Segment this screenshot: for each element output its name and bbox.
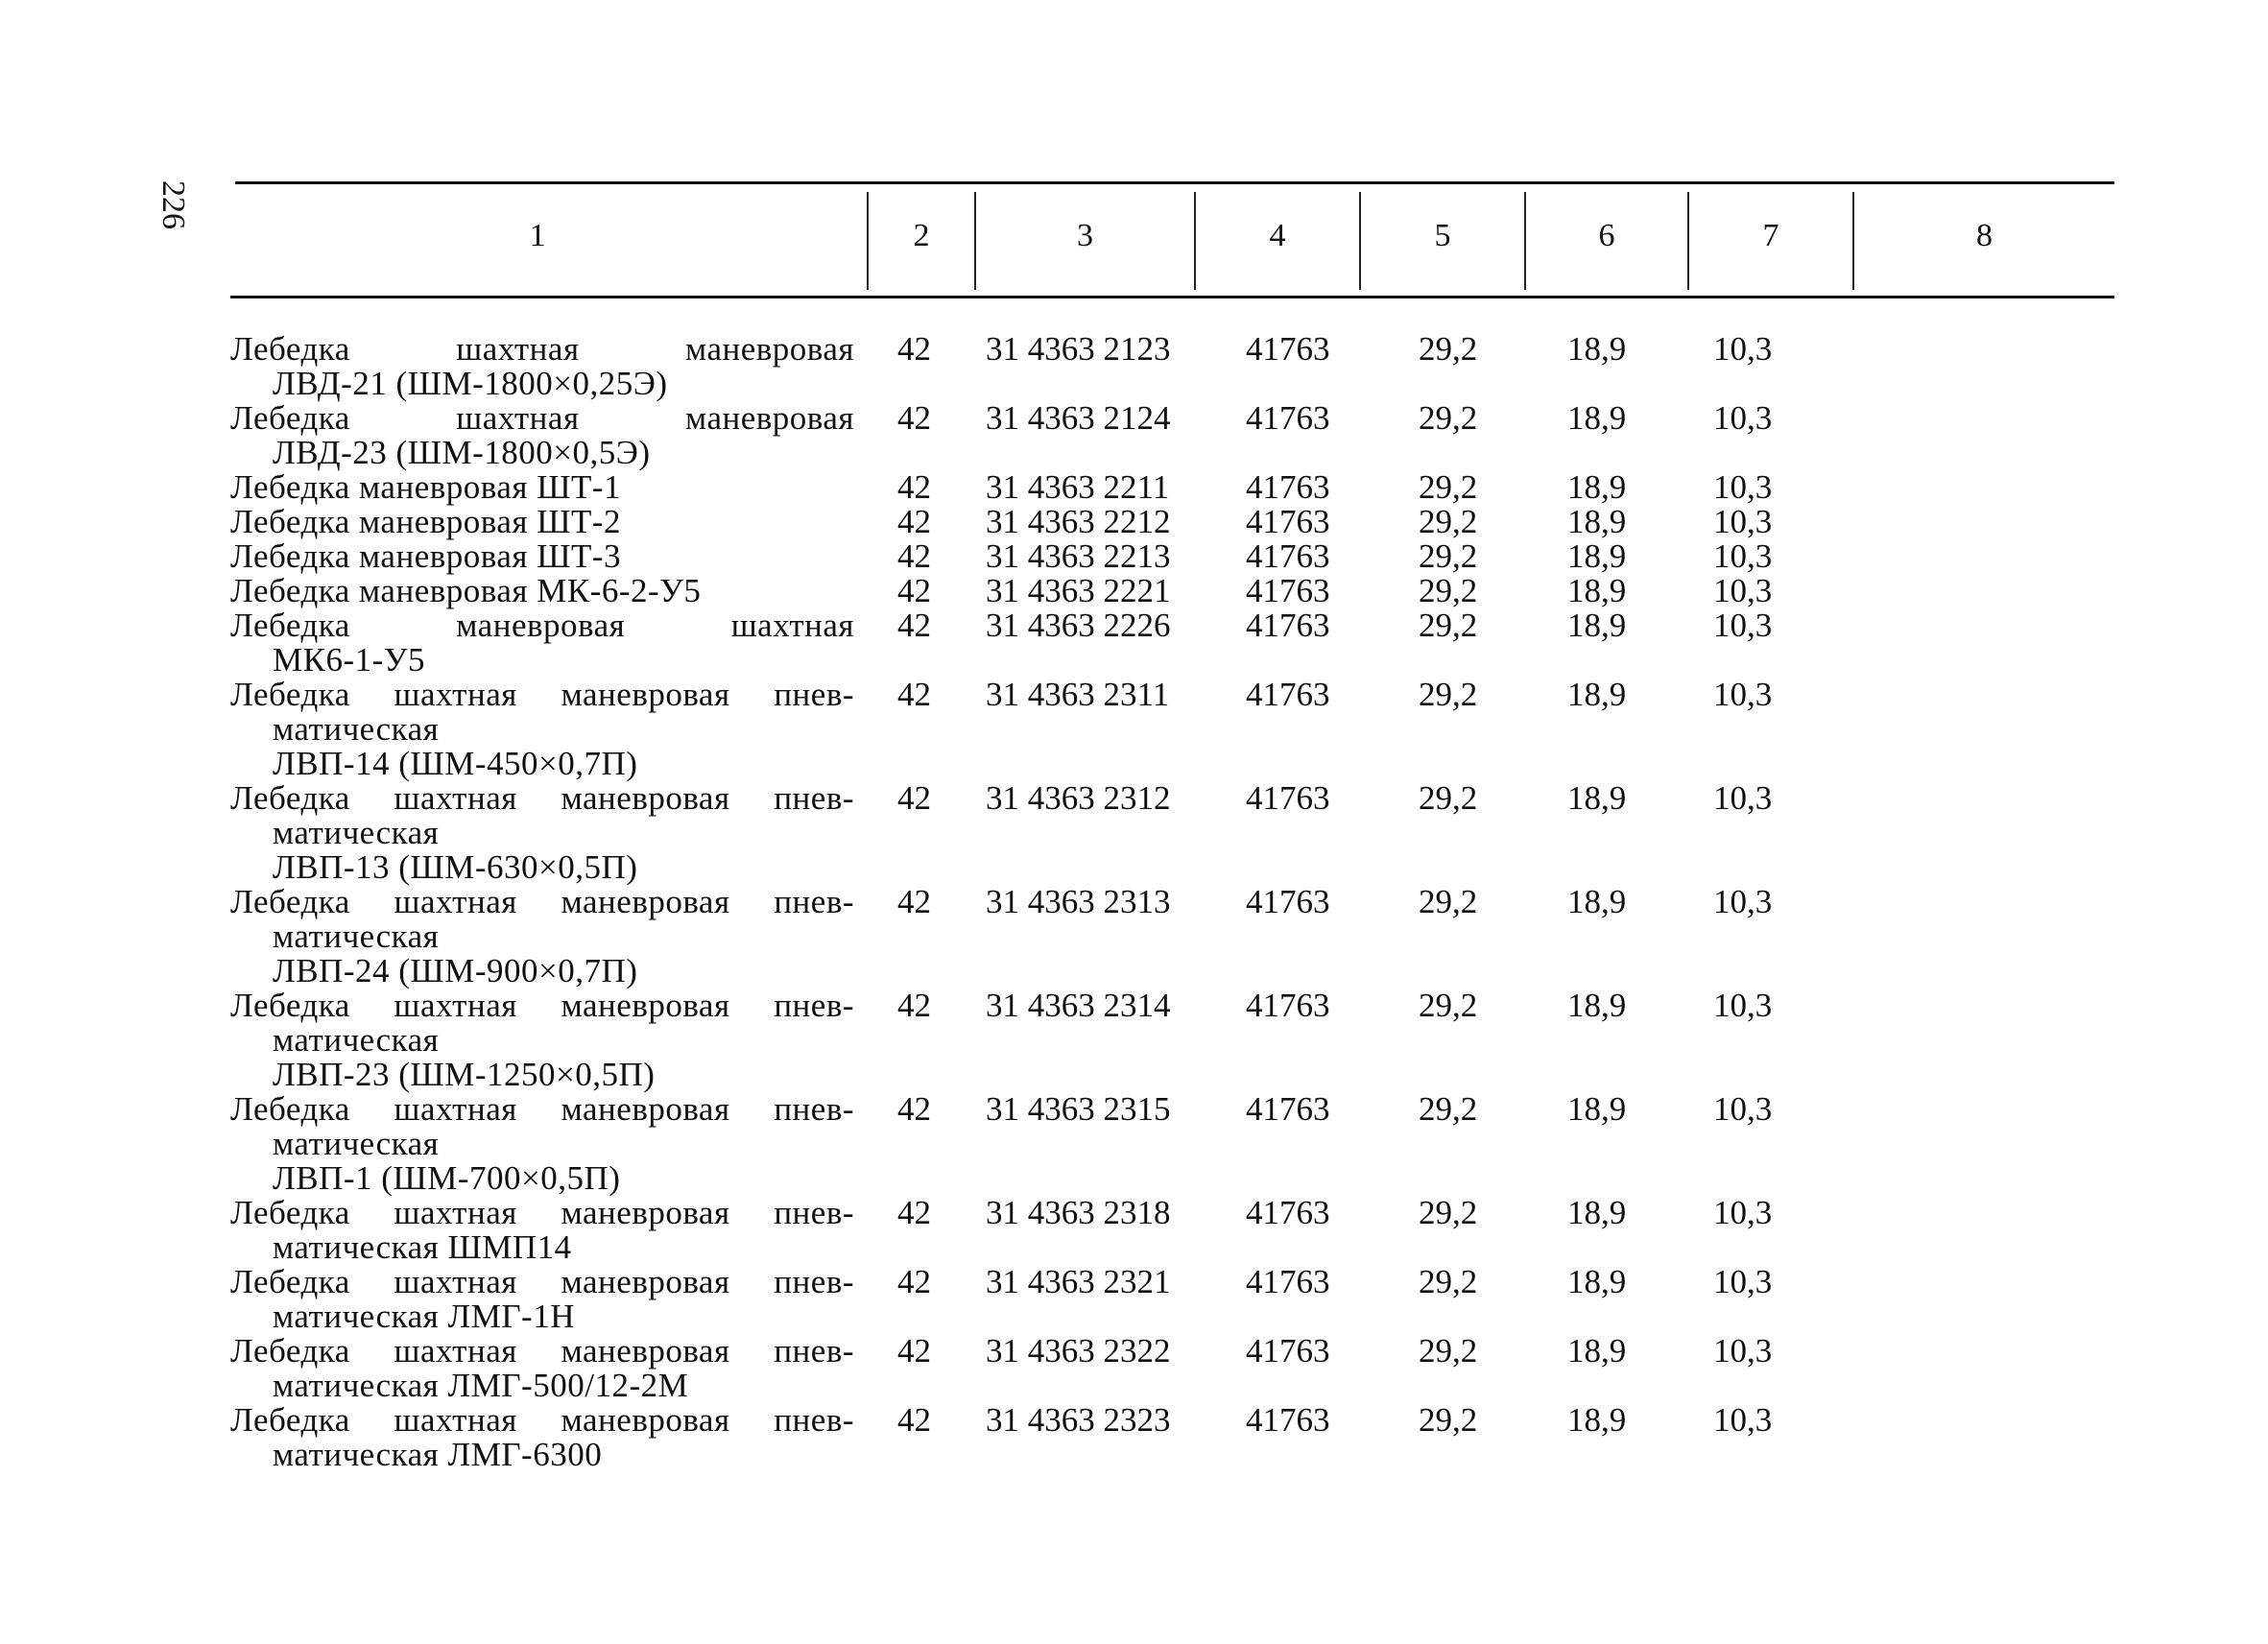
row-col-6: 18,9 [1567,1332,1627,1370]
table-row [0,1265,2268,1334]
row-col-3: 31 4363 2315 [986,1090,1171,1128]
row-item-name [230,401,854,470]
row-col-4: 41763 [1246,1194,1330,1231]
row-col-2: 42 [897,987,931,1024]
row-item-name-line: матическая ЛМГ-500/12-2М [273,1367,689,1404]
row-col-5: 29,2 [1419,503,1478,540]
row-col-6: 18,9 [1567,537,1627,575]
row-col-3: 31 4363 2212 [986,503,1171,540]
row-item-name-line: ЛВП-23 (ШМ-1250×0,5П) [273,1056,656,1093]
row-col-2: 42 [897,537,931,575]
row-col-6: 18,9 [1567,779,1627,817]
row-item-name-line: Лебедка шахтная маневровая пнев- [230,1194,854,1231]
row-item-name-line: матическая [273,710,440,748]
row-col-5: 29,2 [1419,468,1478,506]
row-item-name [230,1265,854,1334]
row-col-5: 29,2 [1419,779,1478,817]
row-item-name-line: Лебедка шахтная маневровая пнев- [230,1263,854,1300]
row-col-5: 29,2 [1419,1401,1478,1439]
row-col-7: 10,3 [1713,503,1773,540]
row-item-name [230,1092,854,1196]
row-col-6: 18,9 [1567,676,1627,713]
row-item-name [230,1196,854,1265]
row-col-4: 41763 [1246,987,1330,1024]
row-item-name-line: Лебедка шахтная маневровая пнев- [230,1401,854,1439]
row-col-6: 18,9 [1567,883,1627,920]
table-row [0,505,2268,539]
table-row [0,1403,2268,1472]
row-col-6: 18,9 [1567,1194,1627,1231]
row-col-7: 10,3 [1713,1401,1773,1439]
row-col-7: 10,3 [1713,1332,1773,1370]
table-row [0,332,2268,401]
row-col-7: 10,3 [1713,676,1773,713]
row-col-5: 29,2 [1419,676,1478,713]
row-col-3: 31 4363 2221 [986,572,1171,609]
row-col-2: 42 [897,572,931,609]
row-item-name-line: ЛВД-23 (ШМ-1800×0,5Э) [273,434,651,471]
row-item-name-line: матическая [273,814,440,851]
table-row [0,470,2268,505]
header-col-5: 5 [1434,218,1451,253]
header-col-7: 7 [1762,218,1779,253]
header-col-4: 4 [1269,218,1286,253]
row-col-4: 41763 [1246,1263,1330,1300]
row-col-2: 42 [897,503,931,540]
row-col-5: 29,2 [1419,1263,1478,1300]
row-col-3: 31 4363 2312 [986,779,1171,817]
row-col-2: 42 [897,779,931,817]
row-item-name-line: Лебедка шахтная маневровая пнев- [230,1332,854,1370]
row-col-2: 42 [897,607,931,644]
row-col-2: 42 [897,1263,931,1300]
row-item-name-line: МК6-1-У5 [273,641,426,679]
header-col-6: 6 [1598,218,1615,253]
row-col-2: 42 [897,330,931,368]
header-col-1: 1 [529,218,546,253]
table-top-rule [235,181,2114,184]
row-item-name [230,678,854,781]
row-col-4: 41763 [1246,503,1330,540]
row-col-5: 29,2 [1419,1332,1478,1370]
row-item-name [230,470,854,505]
row-item-name-line: ЛВД-21 (ШМ-1800×0,25Э) [273,365,668,402]
row-col-4: 41763 [1246,779,1330,817]
row-item-name [230,1403,854,1472]
table-row [0,1334,2268,1403]
table-row [0,401,2268,470]
row-col-5: 29,2 [1419,607,1478,644]
row-col-4: 41763 [1246,399,1330,437]
row-col-5: 29,2 [1419,883,1478,920]
row-col-7: 10,3 [1713,572,1773,609]
row-col-7: 10,3 [1713,537,1773,575]
row-col-3: 31 4363 2322 [986,1332,1171,1370]
row-col-7: 10,3 [1713,987,1773,1024]
header-col-2: 2 [913,218,930,253]
row-item-name-line: Лебедка шахтная маневровая [230,399,854,437]
row-col-7: 10,3 [1713,607,1773,644]
table-row [0,539,2268,574]
row-col-6: 18,9 [1567,330,1627,368]
row-col-7: 10,3 [1713,399,1773,437]
row-col-5: 29,2 [1419,399,1478,437]
table-header-rule [230,296,2114,298]
row-col-7: 10,3 [1713,779,1773,817]
row-item-name-line: Лебедка маневровая ШТ-2 [230,503,622,540]
row-col-3: 31 4363 2313 [986,883,1171,920]
table-row [0,989,2268,1092]
row-item-name [230,574,854,608]
row-col-6: 18,9 [1567,1401,1627,1439]
row-item-name-line: Лебедка шахтная маневровая пнев- [230,883,854,920]
row-col-3: 31 4363 2226 [986,607,1171,644]
table-row [0,781,2268,885]
table-row [0,608,2268,678]
row-col-2: 42 [897,1401,931,1439]
row-col-4: 41763 [1246,1090,1330,1128]
row-col-6: 18,9 [1567,1090,1627,1128]
row-item-name-line: Лебедка шахтная маневровая пнев- [230,1090,854,1128]
header-col-8: 8 [1976,218,1993,253]
row-col-3: 31 4363 2311 [986,676,1170,713]
table-row [0,678,2268,781]
row-col-3: 31 4363 2314 [986,987,1171,1024]
row-item-name [230,885,854,989]
row-col-7: 10,3 [1713,883,1773,920]
row-item-name-line: Лебедка маневровая ШТ-1 [230,468,622,506]
row-item-name-line: Лебедка шахтная маневровая пнев- [230,676,854,713]
row-item-name-line: матическая [273,1021,440,1059]
row-item-name-line: матическая ЛМГ-6300 [273,1436,603,1473]
row-item-name-line: Лебедка шахтная маневровая пнев- [230,987,854,1024]
row-item-name-line: ЛВП-24 (ШМ-900×0,7П) [273,952,638,989]
table-body [0,332,2268,1472]
row-col-6: 18,9 [1567,987,1627,1024]
table-row [0,574,2268,608]
table-row [0,1196,2268,1265]
row-col-3: 31 4363 2323 [986,1401,1171,1439]
row-item-name [230,1334,854,1403]
row-col-4: 41763 [1246,572,1330,609]
row-col-2: 42 [897,1090,931,1128]
row-item-name-line: матическая [273,1125,440,1162]
row-col-2: 42 [897,468,931,506]
row-col-4: 41763 [1246,883,1330,920]
row-col-3: 31 4363 2213 [986,537,1171,575]
row-col-5: 29,2 [1419,572,1478,609]
row-col-5: 29,2 [1419,1194,1478,1231]
row-col-2: 42 [897,399,931,437]
row-col-4: 41763 [1246,1332,1330,1370]
table-row [0,885,2268,989]
row-col-7: 10,3 [1713,1194,1773,1231]
row-item-name [230,505,854,539]
row-col-5: 29,2 [1419,987,1478,1024]
row-item-name-line: матическая ШМП14 [273,1228,572,1266]
row-col-7: 10,3 [1713,1263,1773,1300]
row-col-6: 18,9 [1567,607,1627,644]
row-col-6: 18,9 [1567,468,1627,506]
row-col-4: 41763 [1246,1401,1330,1439]
row-col-6: 18,9 [1567,503,1627,540]
row-item-name [230,989,854,1092]
row-col-3: 31 4363 2124 [986,399,1171,437]
row-item-name [230,539,854,574]
row-col-7: 10,3 [1713,1090,1773,1128]
row-col-5: 29,2 [1419,537,1478,575]
row-item-name-line: матическая [273,917,440,955]
row-item-name-line: Лебедка маневровая МК-6-2-У5 [230,572,702,609]
row-col-4: 41763 [1246,607,1330,644]
table-row [0,1092,2268,1196]
row-col-7: 10,3 [1713,330,1773,368]
row-col-3: 31 4363 2321 [986,1263,1171,1300]
row-col-2: 42 [897,1194,931,1231]
row-col-3: 31 4363 2318 [986,1194,1171,1231]
row-item-name [230,332,854,401]
header-col-3: 3 [1077,218,1093,253]
row-col-5: 29,2 [1419,330,1478,368]
row-col-6: 18,9 [1567,572,1627,609]
page-number: 226 [155,180,191,229]
row-item-name-line: матическая ЛМГ-1Н [273,1298,575,1335]
row-col-3: 31 4363 2123 [986,330,1171,368]
row-item-name-line: ЛВП-14 (ШМ-450×0,7П) [273,745,638,782]
row-item-name-line: ЛВП-13 (ШМ-630×0,5П) [273,848,638,886]
row-item-name [230,781,854,885]
row-col-2: 42 [897,1332,931,1370]
row-item-name-line: Лебедка маневровая ШТ-3 [230,537,622,575]
row-col-6: 18,9 [1567,399,1627,437]
row-col-2: 42 [897,676,931,713]
row-col-3: 31 4363 2211 [986,468,1170,506]
row-item-name-line: Лебедка маневровая шахтная [230,607,854,644]
row-item-name [230,608,854,678]
row-col-4: 41763 [1246,330,1330,368]
row-item-name-line: Лебедка шахтная маневровая пнев- [230,779,854,817]
row-item-name-line: ЛВП-1 (ШМ-700×0,5П) [273,1159,621,1197]
row-col-4: 41763 [1246,537,1330,575]
row-col-7: 10,3 [1713,468,1773,506]
row-item-name-line: Лебедка шахтная маневровая [230,330,854,368]
row-col-4: 41763 [1246,468,1330,506]
row-col-2: 42 [897,883,931,920]
row-col-6: 18,9 [1567,1263,1627,1300]
row-col-4: 41763 [1246,676,1330,713]
row-col-5: 29,2 [1419,1090,1478,1128]
